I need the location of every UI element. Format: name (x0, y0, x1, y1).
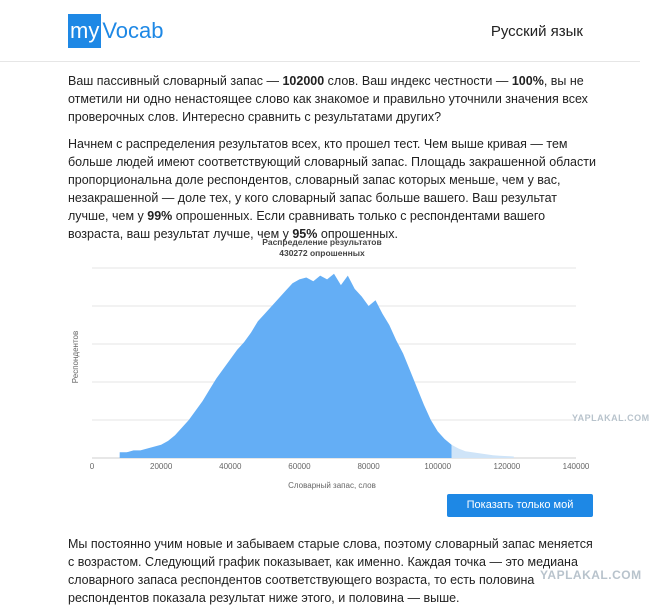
x-tick-label: 120000 (493, 462, 521, 471)
chart-x-label: Словарный запас, слов (288, 481, 376, 490)
vocab-size: 102000 (282, 74, 325, 88)
chart-y-label: Респондентов (71, 330, 80, 384)
distribution-chart (68, 234, 594, 496)
x-tick-label: 60000 (288, 462, 311, 471)
area-below-user (120, 274, 452, 458)
percentile-age: 95% (292, 227, 318, 241)
language-selector[interactable]: Русский язык (490, 23, 583, 40)
explain-text-2: опрошенных. Если сравнивать только с респондентами вашего возраста, ваш результат лучше, чем у (68, 209, 546, 241)
show-my-age-button[interactable]: Показать только мой возраст (447, 494, 593, 517)
percentile-all: 99% (147, 209, 173, 223)
watermark-small: YAPLAKAL.COM (572, 413, 650, 423)
distribution-chart-svg (68, 234, 594, 496)
logo[interactable] (68, 14, 164, 48)
explain-text-3: опрошенных. (317, 227, 398, 241)
intro-text-1: Ваш пассивный словарный запас — (68, 74, 283, 88)
x-tick-label: 20000 (150, 462, 173, 471)
chart-areas (120, 274, 514, 458)
watermark-large: YAPLAKAL.COM (540, 568, 642, 582)
logo-my: my (68, 14, 101, 48)
header (0, 0, 640, 62)
intro-paragraph (68, 72, 598, 126)
chart-x-ticks (90, 462, 590, 471)
outro-paragraph: Мы постоянно учим новые и забываем старые слова, поэтому словарный запас меняется с возрастом. Следующий график показывает, как именно. Каждая точка — это медиана словарного запаса респондентов соответствующего возраста, то есть половина респондентов показала результат ниже этого, и половина — выше. (68, 537, 593, 605)
honesty-index: 100% (511, 74, 544, 88)
intro-text-3: , вы не отметили ни одно ненастоящее слово как знакомое и правильно уточнили значения всех проверочных слов. Интересно сравнить с результатами других? (68, 74, 588, 124)
logo-vocab: Vocab (102, 18, 164, 43)
x-tick-label: 140000 (562, 462, 590, 471)
intro-text-2: слов. Ваш индекс честности — (324, 74, 512, 88)
x-tick-label: 80000 (357, 462, 380, 471)
chart-subtitle: 430272 опрошенных (279, 248, 365, 258)
x-tick-label: 100000 (424, 462, 452, 471)
chart-title: Распределение результатов (262, 237, 382, 247)
explain-paragraph (68, 135, 598, 243)
area-above-user (452, 445, 514, 458)
explain-text-1: Начнем с распределения результатов всех, кто прошел тест. Чем выше кривая — тем больше людей имеют соответствующий словарный запас. Площадь закрашенной области пропорциональна доле респондентов, словарный запас которых меньше, чем у вас, незакрашенной — доле тех, у кого словарный запас больше вашего. Ваш результат лучше, чем у (68, 137, 596, 223)
x-tick-label: 0 (89, 462, 95, 471)
x-tick-label: 40000 (219, 462, 242, 471)
